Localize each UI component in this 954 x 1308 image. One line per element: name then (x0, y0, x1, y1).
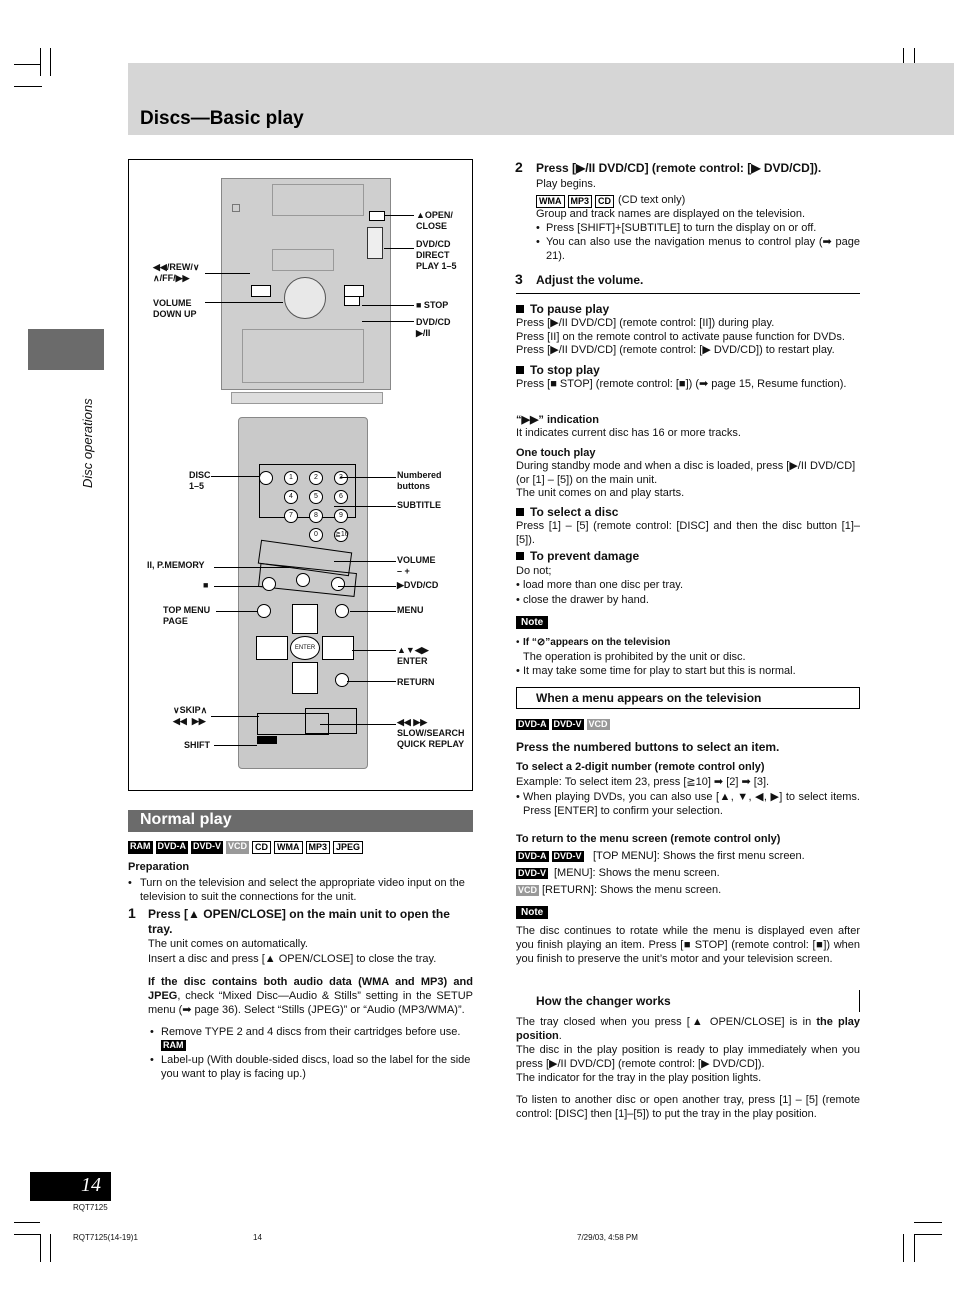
indication-text: It indicates current disc has 16 or more tracks. (516, 427, 741, 439)
label-skip: ∨SKIP∧ ◀◀ ▶▶ (173, 705, 208, 726)
two-digit-example: Example: To select item 23, press [≧10] ➡ [2] ➡ [3]. (516, 776, 770, 788)
prevent-damage-bullet-1: load more than one disc per tray. (523, 579, 683, 591)
label-disc: DISC 1–5 (189, 470, 211, 491)
step-1-number: 1 (128, 905, 136, 921)
label-stop-remote: ■ (203, 580, 209, 590)
crop-mark (40, 1234, 41, 1262)
step-3-number: 3 (515, 271, 523, 287)
section-tab (28, 329, 104, 370)
footer-page: 14 (253, 1233, 262, 1242)
pause-line-2: Press [II] on the remote control to activate pause function for DVDs. (516, 331, 845, 343)
one-touch-heading: One touch play (516, 447, 596, 459)
main-unit-illustration (221, 178, 391, 390)
stop-line-1: Press [■ STOP] (remote control: [■]) (➡ page 15, Resume function). (516, 378, 847, 390)
crop-mark (14, 1234, 40, 1235)
crop-mark (914, 1234, 942, 1235)
label-shift: SHIFT (184, 740, 210, 750)
return-line-3: [RETURN]: Shows the menu screen. (542, 884, 722, 896)
label-open-close: ▲OPEN/ CLOSE (416, 210, 453, 231)
step-1-line-1: The unit comes on automatically. (148, 938, 308, 950)
label-pause-pmemory: II, P.MEMORY (147, 560, 205, 570)
label-numbered-buttons: Numbered buttons (397, 470, 442, 491)
note-2-text: The disc continues to rotate while the menu is displayed even after you finish playing an item. Press [■ STOP] (remote control: [■]) when you finish to preserve the unit’s motor and your television screen. (516, 925, 860, 965)
crop-mark (40, 48, 41, 76)
note-label-1: Note (516, 616, 548, 629)
step-2-number: 2 (515, 159, 523, 175)
menu-badges: DVD-A DVD-V VCD (518, 719, 608, 729)
return-line-3-badge: VCD (518, 885, 538, 895)
return-line-1: [TOP MENU]: Shows the first menu screen. (593, 850, 805, 862)
changer-paragraph-2: The disc in the play position is ready to play immediately when you press [▶/II DVD/CD] (remote control: [▶ DVD/CD]). (516, 1044, 860, 1070)
note-1-bullet-1-heading: If “⊘”appears on the television (523, 637, 671, 648)
label-volume-down-up: VOLUME DOWN UP (153, 298, 197, 319)
menu-section-title: When a menu appears on the television (536, 691, 762, 705)
label-rew-ff: ◀◀/REW/∨ ∧/FF/▶▶ (153, 262, 200, 283)
step-2-heading: Press [▶/II DVD/CD] (remote control: [▶ DVD/CD]). (536, 161, 822, 175)
bullet-label-up: Label-up (With double-sided discs, load so the label for the side you want to play is facing up.) (161, 1054, 471, 1080)
preparation-heading: Preparation (128, 861, 190, 873)
step-2-line-2: Group and track names are displayed on the television. (536, 208, 806, 220)
one-touch-line-2: The unit comes on and play starts. (516, 487, 685, 499)
one-touch-line-1: During standby mode and when a disc is loaded, press [▶/II DVD/CD] (or [1] – [5]) on the main unit. (516, 460, 856, 486)
step-3-heading: Adjust the volume. (536, 273, 644, 287)
note-1-bullet-1-text: The operation is prohibited by the unit or disc. (523, 651, 746, 663)
two-digit-heading: To select a 2-digit number (remote control only) (516, 761, 765, 773)
crop-mark (903, 1234, 904, 1262)
note-label-2: Note (516, 906, 548, 919)
label-menu: MENU (397, 605, 424, 615)
side-section-label: Disc operations (80, 398, 95, 488)
bullet-remove-cartridges: Remove TYPE 2 and 4 discs from their cartridges before use. (161, 1026, 461, 1038)
changer-paragraph-1: The tray closed when you press [▲ OPEN/CLOSE] is in the play position. (516, 1016, 860, 1042)
label-volume: VOLUME – + (397, 555, 436, 576)
note-1-bullet-2: It may take some time for play to start but this is normal. (523, 665, 796, 677)
label-return: RETURN (397, 677, 435, 687)
indication-heading: “▶▶” indication (516, 414, 599, 426)
page-title: Discs—Basic play (140, 108, 304, 129)
two-digit-bullet: When playing DVDs, you can also use [▲, ▼, ◀, ▶] to select items. Press [ENTER] to confirm your selection. (523, 791, 860, 817)
preparation-text: Turn on the television and select the appropriate video input on the television to suit the connections for the unit. (140, 877, 465, 903)
step-2-badge-text: (CD text only) (618, 194, 686, 206)
step-2-badges: WMA MP3 CD (536, 195, 614, 208)
stop-heading: To stop play (516, 363, 600, 377)
return-line-2: [MENU]: Shows the menu screen. (554, 867, 720, 879)
prevent-damage-heading: To prevent damage (516, 549, 639, 563)
step-2-bullet-2: You can also use the navigation menus to control play (➡ page 21). (546, 236, 860, 262)
mixed-disc-note: If the disc contains both audio data (WMA and MP3) and JPEG, check “Mixed Disc—Audio & Stills” setting in the SETUP menu (➡ page 36). Select “Stills (JPEG)” or “Audio (MP3/WMA)”. (148, 976, 473, 1016)
step-1-heading: Press [▲ OPEN/CLOSE] on the main unit to open the tray. (148, 907, 450, 936)
label-play-dvd-cd: ▶DVD/CD (397, 580, 439, 590)
crop-mark (914, 1222, 942, 1223)
changer-paragraph-3: The indicator for the tray in the play position lights. (516, 1072, 762, 1084)
step-2-bullet-1: Press [SHIFT]+[SUBTITLE] to turn the display on or off. (546, 222, 817, 234)
pause-line-1: Press [▶/II DVD/CD] (remote control: [II]) during play. (516, 317, 775, 329)
select-disc-heading: To select a disc (516, 505, 618, 519)
crop-mark (914, 1234, 915, 1262)
label-stop: ■ STOP (416, 300, 449, 310)
footer-file: RQT7125(14-19)1 (73, 1233, 138, 1242)
prevent-damage-line: Do not; (516, 565, 552, 577)
changer-heading: How the changer works (536, 994, 671, 1008)
select-disc-text: Press [1] – [5] (remote control: [DISC] and then the disc button [1]–[5]). (516, 520, 860, 546)
crop-mark (14, 64, 40, 65)
label-slow-search: ◀◀ ▶▶ SLOW/SEARCH QUICK REPLAY (397, 717, 465, 749)
crop-mark (14, 1222, 40, 1223)
page-number-box: 14 (30, 1172, 111, 1201)
return-line-2-badge: DVD-V (518, 868, 547, 878)
ram-badge: RAM (163, 1040, 184, 1050)
disc-type-badges: RAM DVD-A DVD-V VCD CD WMA MP3 JPEG (128, 841, 363, 854)
label-dvd-direct-play: DVD/CD DIRECT PLAY 1–5 (416, 239, 457, 271)
pause-heading: To pause play (516, 302, 609, 316)
label-subtitle: SUBTITLE (397, 500, 441, 510)
step-1-line-2: Insert a disc and press [▲ OPEN/CLOSE] to close the tray. (148, 953, 437, 965)
return-menu-heading: To return to the menu screen (remote control only) (516, 833, 781, 845)
doc-code: RQT7125 (73, 1203, 108, 1212)
return-line-1-badges: DVD-A DVD-V (518, 851, 582, 861)
crop-mark (50, 48, 51, 76)
label-arrows-enter: ▲▼◀▶ ENTER (397, 645, 429, 666)
step-2-line-1: Play begins. (536, 178, 596, 190)
press-numbered-heading: Press the numbered buttons to select an item. (516, 740, 780, 754)
crop-mark (50, 1234, 51, 1262)
prevent-damage-bullet-2: close the drawer by hand. (523, 594, 649, 606)
footer-date: 7/29/03, 4:58 PM (577, 1233, 638, 1242)
label-top-menu-page: TOP MENU PAGE (163, 605, 211, 626)
changer-paragraph-4: To listen to another disc or open another tray, press [1] – [5] (remote control: [DISC] then [1]–[5]) to put the tray in the play position. (516, 1094, 860, 1120)
normal-play-header: Normal play (128, 810, 473, 832)
crop-mark (14, 86, 42, 87)
label-dvd-cd-play: DVD/CD ▶/II (416, 317, 451, 338)
pause-line-3: Press [▶/II DVD/CD] (remote control: [▶ DVD/CD]) to restart play. (516, 344, 835, 356)
